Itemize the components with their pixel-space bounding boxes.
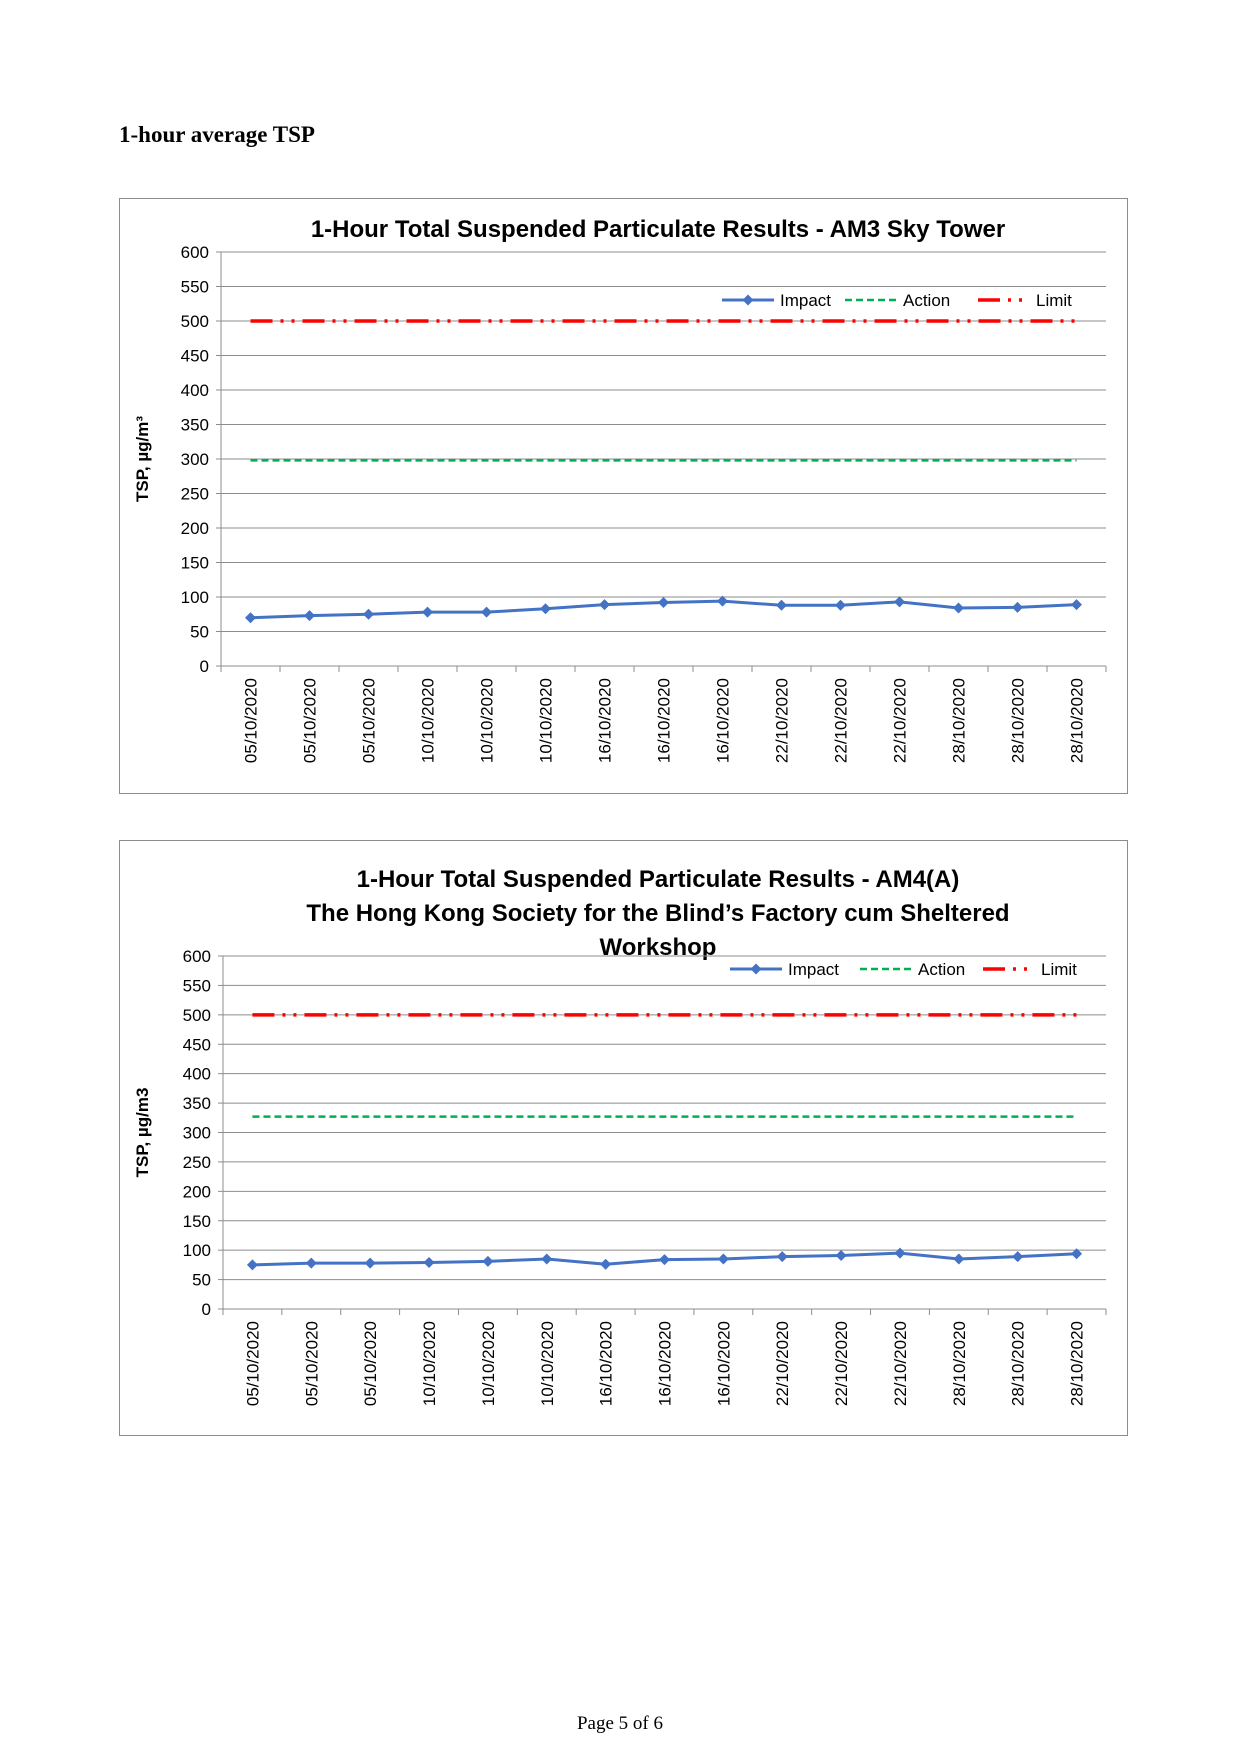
y-tick-label: 600 — [182, 947, 211, 966]
impact-point — [836, 1250, 847, 1261]
legend-marker-impact — [743, 295, 754, 306]
chart-title-line: 1-Hour Total Suspended Particulate Results - AM3 Sky Tower — [310, 216, 1006, 243]
y-tick-label: 450 — [182, 1035, 211, 1055]
y-tick-label: 0 — [201, 1300, 211, 1319]
chart-title-line: 1-Hour Total Suspended Particulate Results - AM4(A) — [356, 866, 960, 893]
x-tick-label: 16/10/2020 — [596, 1321, 616, 1407]
impact-point — [953, 603, 964, 614]
y-tick-label: 550 — [180, 277, 209, 297]
x-tick-label: 16/10/2020 — [655, 1321, 675, 1407]
impact-point — [600, 1259, 611, 1270]
legend-label-limit: Limit — [1036, 291, 1072, 310]
chart-title-line: The Hong Kong Society for the Blind’s Factory cum Sheltered — [306, 900, 1010, 927]
x-tick-label: 10/10/2020 — [420, 1321, 440, 1407]
y-tick-label: 400 — [180, 381, 209, 400]
x-tick-label: 05/10/2020 — [241, 678, 261, 764]
impact-point — [306, 1258, 317, 1269]
x-tick-label: 10/10/2020 — [477, 678, 497, 764]
y-tick-label: 600 — [180, 243, 209, 262]
y-tick-label: 500 — [182, 1005, 211, 1025]
x-tick-label: 28/10/2020 — [949, 1321, 969, 1407]
x-tick-label: 22/10/2020 — [890, 1321, 910, 1407]
y-axis-label: TSP, µg/m³ — [133, 416, 152, 502]
x-tick-label: 22/10/2020 — [773, 1321, 793, 1407]
x-tick-label: 22/10/2020 — [832, 1321, 852, 1407]
page-footer: Page 5 of 6 — [576, 1713, 663, 1734]
chart-am3-svg — [120, 199, 1127, 793]
impact-point — [541, 1253, 552, 1264]
page-heading: 1-hour average TSP — [119, 122, 315, 147]
impact-point — [540, 603, 551, 614]
y-tick-label: 300 — [180, 450, 209, 469]
legend-label-action: Action — [903, 291, 951, 310]
x-tick-label: 05/10/2020 — [359, 678, 379, 764]
y-tick-label: 350 — [180, 415, 209, 435]
x-tick-label: 05/10/2020 — [243, 1321, 263, 1407]
x-tick-label: 22/10/2020 — [831, 678, 851, 764]
y-tick-label: 100 — [180, 588, 209, 607]
x-tick-label: 16/10/2020 — [595, 678, 615, 764]
x-tick-label: 05/10/2020 — [300, 678, 320, 764]
x-tick-label: 22/10/2020 — [772, 678, 792, 764]
y-tick-label: 350 — [182, 1094, 211, 1114]
y-axis-label: TSP, µg/m3 — [133, 1087, 152, 1178]
impact-point — [718, 1253, 729, 1264]
impact-point — [481, 607, 492, 618]
legend-label-action: Action — [918, 960, 966, 979]
impact-point — [776, 600, 787, 611]
impact-point — [1012, 1251, 1023, 1262]
x-tick-label: 05/10/2020 — [361, 1321, 381, 1407]
legend-marker-impact — [751, 964, 762, 975]
impact-point — [659, 1254, 670, 1265]
x-tick-label: 16/10/2020 — [654, 678, 674, 764]
impact-point — [599, 599, 610, 610]
y-tick-label: 500 — [180, 312, 209, 331]
y-tick-label: 50 — [190, 622, 209, 642]
x-tick-label: 16/10/2020 — [713, 678, 733, 764]
chart-am4a-svg — [120, 841, 1127, 1435]
impact-point — [953, 1253, 964, 1264]
legend-label-impact: Impact — [780, 291, 832, 310]
x-tick-label: 28/10/2020 — [949, 678, 969, 764]
x-tick-label: 28/10/2020 — [1008, 678, 1028, 764]
impact-point — [363, 609, 374, 620]
impact-point — [1012, 602, 1023, 613]
legend-label-limit: Limit — [1041, 960, 1077, 979]
y-tick-label: 150 — [182, 1211, 211, 1231]
x-tick-label: 10/10/2020 — [478, 1321, 498, 1407]
y-tick-label: 450 — [180, 346, 209, 366]
y-tick-label: 0 — [199, 657, 209, 676]
legend-label-impact: Impact — [788, 960, 840, 979]
x-tick-label: 10/10/2020 — [418, 678, 438, 764]
x-tick-label: 10/10/2020 — [537, 1321, 557, 1407]
x-tick-label: 22/10/2020 — [890, 678, 910, 764]
x-tick-label: 28/10/2020 — [1067, 678, 1087, 764]
chart-title-line: Workshop — [599, 934, 717, 961]
impact-point — [1071, 599, 1082, 610]
impact-point — [777, 1251, 788, 1262]
impact-point — [247, 1259, 258, 1270]
impact-point — [894, 596, 905, 607]
impact-point — [835, 600, 846, 611]
impact-point — [424, 1257, 435, 1268]
impact-point — [422, 607, 433, 618]
x-tick-label: 28/10/2020 — [1008, 1321, 1028, 1407]
chart-am3-sky-tower — [119, 198, 1128, 794]
y-tick-label: 50 — [192, 1270, 211, 1290]
y-tick-label: 250 — [180, 484, 209, 504]
impact-point — [894, 1248, 905, 1259]
impact-point — [658, 597, 669, 608]
y-tick-label: 550 — [182, 976, 211, 996]
chart-am4a-blind-society — [119, 840, 1128, 1436]
y-tick-label: 200 — [182, 1182, 211, 1202]
x-tick-label: 10/10/2020 — [536, 678, 556, 764]
y-tick-label: 100 — [182, 1241, 211, 1261]
x-tick-label: 28/10/2020 — [1067, 1321, 1087, 1407]
impact-point — [304, 610, 315, 621]
x-tick-label: 16/10/2020 — [714, 1321, 734, 1407]
y-tick-label: 400 — [182, 1064, 211, 1084]
y-tick-label: 150 — [180, 553, 209, 573]
y-tick-label: 200 — [180, 519, 209, 538]
y-tick-label: 250 — [182, 1152, 211, 1172]
x-tick-label: 05/10/2020 — [302, 1321, 322, 1407]
y-tick-label: 300 — [182, 1123, 211, 1143]
impact-point — [245, 612, 256, 623]
impact-point — [482, 1256, 493, 1267]
impact-point — [365, 1258, 376, 1269]
